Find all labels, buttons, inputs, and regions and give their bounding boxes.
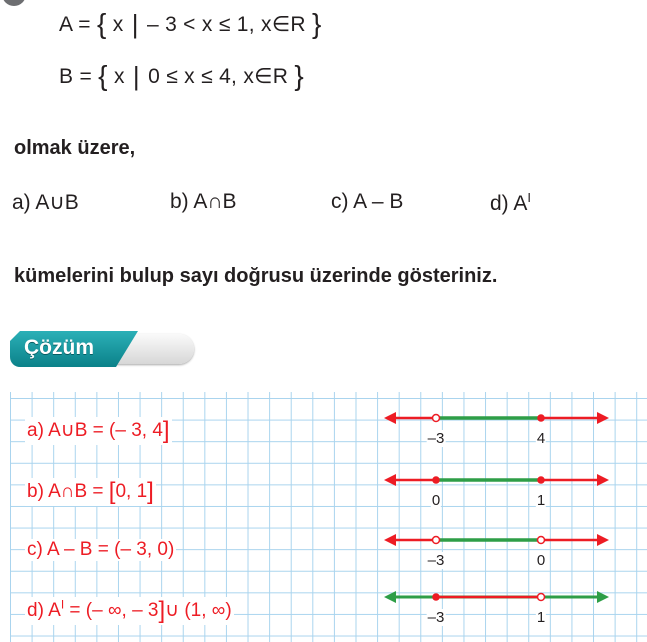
right-arrow-icon bbox=[597, 412, 609, 424]
left-arrow-icon bbox=[384, 591, 396, 603]
corner-decoration bbox=[2, 0, 26, 6]
open-point-icon bbox=[538, 594, 545, 601]
answer-a bbox=[25, 417, 172, 445]
intro-text: olmak üzere, bbox=[14, 137, 136, 159]
answer-b-text: b) A∩B = bbox=[27, 481, 109, 502]
number-line-graphic bbox=[384, 577, 609, 607]
instruction-text: kümelerini bulup sayı doğrusu üzerinde gösteriniz. bbox=[14, 265, 498, 287]
solution-badge-label: Çözüm bbox=[24, 336, 94, 359]
number-line-graphic bbox=[384, 460, 609, 490]
complement-mark: I bbox=[60, 597, 65, 612]
such-that-bar: | bbox=[132, 61, 140, 91]
tick-label: 1 bbox=[536, 609, 546, 626]
set-b-definition bbox=[59, 60, 304, 92]
open-brace: { bbox=[98, 60, 108, 91]
set-a-definition bbox=[59, 8, 322, 40]
set-a-variable: x bbox=[112, 13, 124, 36]
set-a-name: A = bbox=[59, 13, 91, 36]
left-arrow-icon bbox=[384, 412, 396, 424]
open-point-icon bbox=[433, 415, 440, 422]
number-line-a bbox=[384, 398, 609, 450]
tick-label: –3 bbox=[427, 609, 445, 626]
tick-label: 0 bbox=[431, 492, 441, 509]
closed-point-icon bbox=[537, 414, 545, 422]
open-brace: { bbox=[97, 8, 107, 39]
answer-c bbox=[25, 539, 176, 561]
set-a-condition: – 3 < x ≤ 1, x∈R bbox=[146, 13, 306, 36]
answer-b-values: 0, 1 bbox=[115, 481, 148, 502]
question-d bbox=[490, 190, 531, 216]
solution-badge bbox=[10, 331, 196, 367]
question-b: b) A∩B bbox=[170, 190, 237, 213]
tick-label: 4 bbox=[536, 430, 546, 447]
number-line-d bbox=[384, 577, 609, 629]
left-arrow-icon bbox=[384, 474, 396, 486]
set-b-variable: x bbox=[113, 65, 125, 88]
tick-label: 1 bbox=[536, 492, 546, 509]
such-that-bar: | bbox=[131, 9, 139, 39]
answer-b bbox=[25, 478, 156, 506]
right-arrow-icon bbox=[597, 591, 609, 603]
question-a: a) A∪B bbox=[12, 191, 79, 214]
closed-point-icon bbox=[432, 593, 440, 601]
tick-label: 0 bbox=[536, 552, 546, 569]
right-arrow-icon bbox=[597, 534, 609, 546]
answer-a-text: a) A∪B = (– 3, 4 bbox=[27, 420, 163, 441]
closed-bracket: ] bbox=[158, 597, 166, 624]
right-arrow-icon bbox=[597, 474, 609, 486]
tick-label: –3 bbox=[427, 552, 445, 569]
answer-c-text: c) A – B = (– 3, 0) bbox=[27, 539, 175, 560]
answer-d-text: d) A bbox=[27, 600, 61, 621]
open-point-icon bbox=[433, 537, 440, 544]
question-d-label: d) A bbox=[490, 192, 528, 215]
number-line-b bbox=[384, 460, 609, 512]
number-line-graphic bbox=[384, 520, 609, 550]
closed-bracket: ] bbox=[147, 478, 154, 505]
tick-label: –3 bbox=[427, 430, 445, 447]
question-c: c) A – B bbox=[331, 190, 404, 213]
answer-d-values: = (– ∞, – 3 bbox=[64, 600, 159, 621]
close-brace: } bbox=[294, 60, 304, 91]
set-b-condition: 0 ≤ x ≤ 4, x∈R bbox=[148, 65, 289, 88]
closed-point-icon bbox=[432, 476, 440, 484]
complement-mark: I bbox=[527, 190, 531, 205]
closed-bracket: ] bbox=[162, 417, 170, 444]
set-b-name: B = bbox=[59, 65, 93, 88]
answer-d-tail: ∪ (1, ∞) bbox=[165, 600, 232, 621]
answer-d bbox=[25, 597, 234, 625]
left-arrow-icon bbox=[384, 534, 396, 546]
open-point-icon bbox=[538, 537, 545, 544]
number-line-c bbox=[384, 520, 609, 572]
closed-bracket: [ bbox=[108, 478, 116, 505]
closed-point-icon bbox=[537, 476, 545, 484]
close-brace: } bbox=[312, 8, 322, 39]
number-line-graphic bbox=[384, 398, 609, 428]
